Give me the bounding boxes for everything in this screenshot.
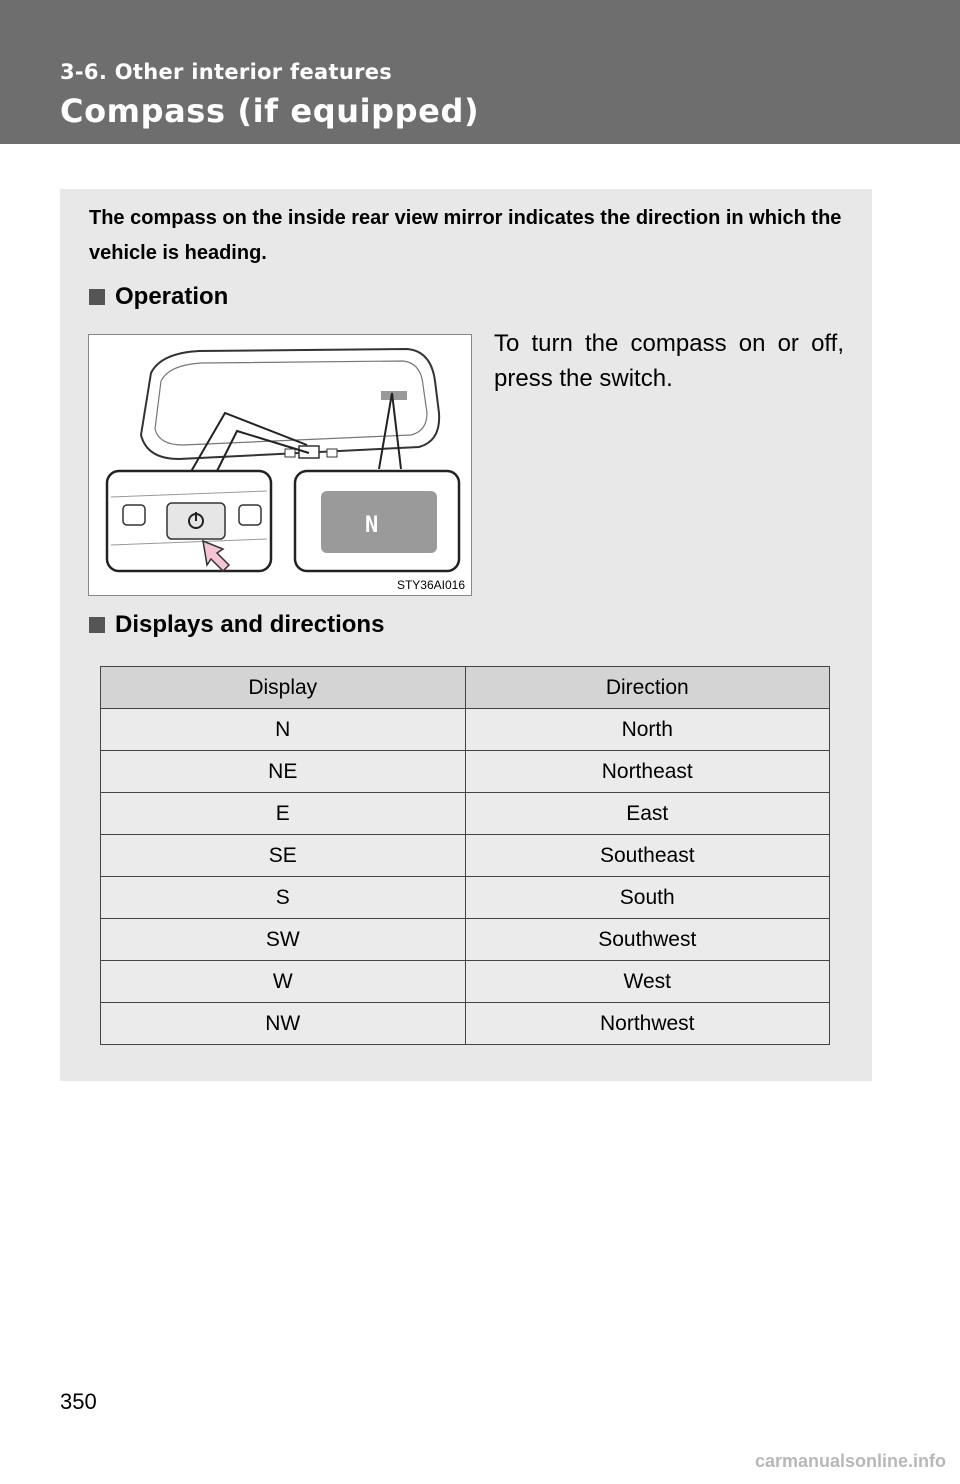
display-cell: NW bbox=[101, 1003, 466, 1045]
display-cell: N bbox=[101, 709, 466, 751]
table-row bbox=[101, 961, 830, 1003]
operation-text: To turn the compass on or off, press the switch. bbox=[494, 330, 844, 392]
table-row bbox=[101, 835, 830, 877]
direction-cell: Southeast bbox=[465, 835, 830, 877]
operation-heading bbox=[89, 283, 228, 311]
display-cell: NE bbox=[101, 751, 466, 793]
section-label: 3-6. Other interior features bbox=[60, 60, 393, 84]
direction-cell: West bbox=[465, 961, 830, 1003]
direction-cell: Southwest bbox=[465, 919, 830, 961]
page-header bbox=[0, 0, 960, 144]
table-row bbox=[101, 877, 830, 919]
operation-heading-label: Operation bbox=[115, 283, 229, 310]
direction-cell: North bbox=[465, 709, 830, 751]
zoom-switch-right bbox=[239, 505, 261, 525]
table-header-row bbox=[101, 667, 830, 709]
column-header-display: Display bbox=[101, 667, 466, 709]
display-cell: SE bbox=[101, 835, 466, 877]
table-row bbox=[101, 1003, 830, 1045]
watermark: carmanualsonline.info bbox=[754, 1451, 946, 1471]
display-cell: W bbox=[101, 961, 466, 1003]
mirror-switch-right bbox=[327, 449, 337, 457]
mirror-diagram bbox=[89, 335, 471, 595]
direction-cell: South bbox=[465, 877, 830, 919]
page-number: 350 bbox=[60, 1389, 97, 1414]
displays-heading-label: Displays and directions bbox=[115, 611, 385, 638]
table-row bbox=[101, 709, 830, 751]
displays-heading bbox=[89, 611, 384, 639]
square-bullet-icon bbox=[89, 289, 105, 305]
page-title: Compass (if equipped) bbox=[60, 92, 480, 130]
table-row bbox=[101, 751, 830, 793]
mirror-display-small bbox=[381, 391, 407, 400]
direction-cell: Northeast bbox=[465, 751, 830, 793]
display-cell: S bbox=[101, 877, 466, 919]
compass-display-reading: N bbox=[365, 513, 379, 538]
figure-code: STY36AI016 bbox=[396, 578, 465, 592]
table-row bbox=[101, 793, 830, 835]
table-row bbox=[101, 919, 830, 961]
compass-display bbox=[321, 491, 437, 553]
column-header-direction: Direction bbox=[465, 667, 830, 709]
direction-cell: East bbox=[465, 793, 830, 835]
display-cell: E bbox=[101, 793, 466, 835]
square-bullet-icon bbox=[89, 617, 105, 633]
mirror-illustration bbox=[88, 334, 472, 596]
directions-table bbox=[100, 666, 830, 1045]
mirror-switch-left bbox=[285, 449, 295, 457]
zoom-switch-left bbox=[123, 505, 145, 525]
direction-cell: Northwest bbox=[465, 1003, 830, 1045]
intro-text: The compass on the inside rear view mirror indicates the direction in which the vehicle is heading. bbox=[89, 207, 842, 264]
display-cell: SW bbox=[101, 919, 466, 961]
